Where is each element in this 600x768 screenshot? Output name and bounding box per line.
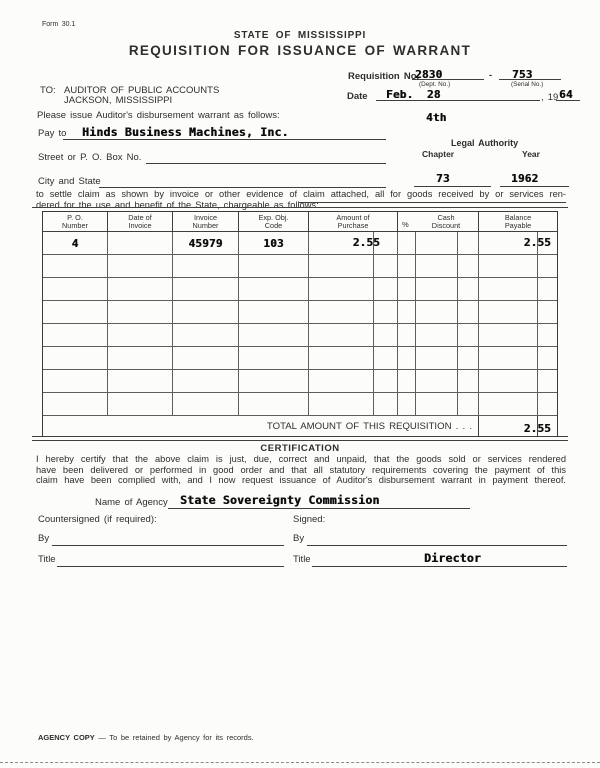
footer-note [38,733,254,742]
cell-exp [239,232,309,254]
cell-cash [416,278,458,300]
cell-po [43,370,108,392]
cell-amount [309,370,374,392]
cell-balance [479,255,538,277]
typed-cell-value: 45979 [188,236,223,250]
legal-authority-heading: Legal Authority [451,138,519,148]
header-line: Exp. Obj. [258,212,289,222]
cell-cents [458,232,479,254]
total-value-cell [479,416,551,436]
cell-balance [479,393,538,415]
cell-cents [538,324,557,346]
legal-year-rule [500,186,569,187]
header-line: Number [192,220,219,230]
addressee-line1: AUDITOR OF PUBLIC ACCOUNTS [64,85,220,96]
total-label: TOTAL AMOUNT OF THIS REQUISITION . . . [43,416,479,436]
quarter-value: 4th [426,111,447,124]
signed-label: Signed: [293,514,326,525]
cell-cents [538,347,557,369]
cell-cents [374,393,398,415]
table-row [43,347,557,370]
agency-label: Name of Agency [95,497,168,508]
cell-cash [416,347,458,369]
col-header-amount [309,212,398,231]
by-right-label: By [293,533,305,544]
header-line: Number [62,220,88,230]
cell-date [108,301,173,323]
title-right-rule [312,566,567,567]
table-row [43,232,557,255]
cell-balance [479,324,538,346]
cell-cents [374,324,398,346]
cell-cash [416,370,458,392]
table-bottom-rule-1 [32,436,568,437]
by-right-rule [307,545,567,546]
certification-line3: claim have been complied with, and I now request issuance of Auditor's disbursement warrant in payment thereof. [36,475,566,485]
cell-date [108,393,173,415]
agency-copy-label: AGENCY COPY [38,733,95,742]
legal-year-value: 1962 [511,172,539,185]
form-number: Form 30.1 [42,21,76,28]
cell-balance [479,347,538,369]
cell-pct [398,301,416,323]
table-row [43,324,557,347]
to-label: TO: [40,85,56,96]
cell-po [43,278,108,300]
cell-pct [398,393,416,415]
col-header-po [43,212,108,231]
cell-cents [458,347,479,369]
street-rule [146,163,386,164]
serial-no-caption: (Serial No.) [511,81,544,88]
chapter-rule [414,186,491,187]
cell-cents [538,393,557,415]
cell-invoice [173,255,239,277]
cell-invoice [173,393,239,415]
cell-balance [479,301,538,323]
cell-date [108,255,173,277]
city-state-label: City and State [38,176,101,187]
cell-po [43,301,108,323]
pay-to-rule [63,139,386,140]
street-label: Street or P. O. Box No. [38,152,142,163]
cell-cash [416,232,458,254]
claim-table [42,211,558,436]
percent-label: % [402,220,409,229]
col-header-exp-obj [239,212,309,231]
cell-amount [309,278,374,300]
cell-cents [458,255,479,277]
cell-invoice [173,278,239,300]
cell-cash [416,393,458,415]
cell-date [108,370,173,392]
col-header-invoice [173,212,239,231]
dept-no-caption: (Dept. No.) [419,81,451,88]
cell-cents [538,232,557,254]
cell-amount [309,324,374,346]
cell-invoice [173,232,239,254]
cell-po [43,255,108,277]
certification-line1: I hereby certify that the above claim is just, due, correct and unpaid, that the goods sold or services rendered [36,454,566,464]
cell-cents [458,278,479,300]
instruction-text: Please issue Auditor's disbursement warrant as follows: [37,110,280,121]
cell-pct [398,278,416,300]
requisition-no-separator: - [489,70,493,81]
settle-clause-line2: dered for the use and benefit of the State, chargeable as follows: [36,200,319,210]
header-line: Amount of [336,212,370,222]
state-heading: STATE OF MISSISSIPPI [233,30,367,41]
header-line: P. O. [67,212,83,222]
chapter-label: Chapter [422,149,455,159]
cell-cents [374,255,398,277]
cell-po [43,324,108,346]
perforation-line [0,762,600,763]
cell-pct [398,255,416,277]
table-row [43,370,557,393]
cell-invoice [173,347,239,369]
cell-pct [398,324,416,346]
page-title: REQUISITION FOR ISSUANCE OF WARRANT [128,43,472,58]
header-line: Payable [504,220,532,230]
cell-date [108,278,173,300]
cell-pct [398,232,416,254]
pay-to-value: Hinds Business Machines, Inc. [82,125,289,139]
cell-cents [374,347,398,369]
header-line: Discount [431,220,461,230]
follows-rule [299,202,566,203]
cell-cash [416,301,458,323]
table-body [43,232,557,416]
certification-line2: have been delivered or performed in good order and that all statutory requirements covering the payment of this [36,464,566,475]
col-header-cash-discount [398,212,479,231]
year-rule [556,100,580,101]
cell-date [108,347,173,369]
settle-clause-line1: to settle claim as shown by invoice or other evidence of claim attached, all for goods received by or services ren- [36,189,566,199]
chapter-value: 73 [436,172,450,185]
cell-exp [239,347,309,369]
cell-invoice [173,370,239,392]
cell-pct [398,370,416,392]
agency-value: State Sovereignty Commission [180,493,380,507]
cell-cents [538,255,557,277]
header-line: Cash [437,212,455,222]
table-top-rule [32,207,568,208]
cell-exp [239,301,309,323]
city-state-rule [99,187,386,188]
cell-po [43,232,108,254]
cell-cash [416,324,458,346]
cell-date [108,324,173,346]
table-header-row [43,212,557,232]
cell-cents [374,278,398,300]
cell-exp [239,255,309,277]
cell-cents [458,393,479,415]
by-left-rule [52,545,284,546]
cell-cents [538,370,557,392]
dept-no-value: 2830 [415,68,443,81]
cell-exp [239,393,309,415]
cell-exp [239,370,309,392]
table-row [43,393,557,416]
cell-amount [309,255,374,277]
cell-cents [458,370,479,392]
total-value: 2.55 [523,422,551,435]
table-row [43,278,557,301]
cell-cash [416,255,458,277]
typed-cell-value: 2.55 [523,236,551,249]
cell-exp [239,324,309,346]
requisition-no-label: Requisition No. [348,71,420,82]
cell-po [43,393,108,415]
cell-cents [538,301,557,323]
header-line: Invoice [128,220,152,230]
header-line: Date of [128,212,152,222]
typed-cell-value: 2.55 [352,236,380,249]
agency-rule [168,508,470,509]
cell-amount [309,393,374,415]
cell-cents [458,301,479,323]
title-left-label: Title [38,554,56,565]
cell-balance [479,278,538,300]
cell-exp [239,278,309,300]
typed-cell-value: 4 [71,236,79,250]
title-right-label: Title [293,554,311,565]
agency-copy-note: — To be retained by Agency for its records. [98,733,254,742]
cell-cents [374,232,398,254]
cell-cents [374,370,398,392]
cell-balance [479,232,551,254]
cell-date [108,232,173,254]
col-header-balance [479,212,557,231]
typed-cell-value: 103 [263,236,284,250]
cell-invoice [173,324,239,346]
header-line: Invoice [193,212,218,222]
dept-no-line [412,79,484,80]
serial-no-value: 753 [512,68,533,81]
cell-amount [309,347,374,369]
year-label: Year [522,149,540,159]
cell-amount [309,301,374,323]
table-row [43,255,557,278]
by-left-label: By [38,533,50,544]
header-line: Purchase [337,220,369,230]
header-line: Code [264,220,283,230]
cell-balance [479,370,538,392]
cell-cents [374,301,398,323]
table-row [43,301,557,324]
table-bottom-rule-2 [32,440,568,441]
date-label: Date [347,91,368,102]
title-left-rule [57,566,284,567]
certification-heading: CERTIFICATION [260,443,340,454]
serial-no-line [499,79,561,80]
cell-amount [309,232,380,254]
pay-to-label: Pay to [38,128,67,139]
year-value: 64 [559,88,573,101]
total-row [43,416,557,436]
cell-po [43,347,108,369]
title-right-value: Director [424,551,481,565]
cell-cents [458,324,479,346]
cell-invoice [173,301,239,323]
year-prefix: , 19 [541,92,559,103]
addressee-line2: JACKSON, MISSISSIPPI [64,95,173,106]
cell-cents [538,278,557,300]
col-header-date [108,212,173,231]
date-value: Feb. 28 [386,88,441,101]
header-line: Balance [504,212,532,222]
cell-pct [398,347,416,369]
countersigned-label: Countersigned (if required): [38,514,157,525]
